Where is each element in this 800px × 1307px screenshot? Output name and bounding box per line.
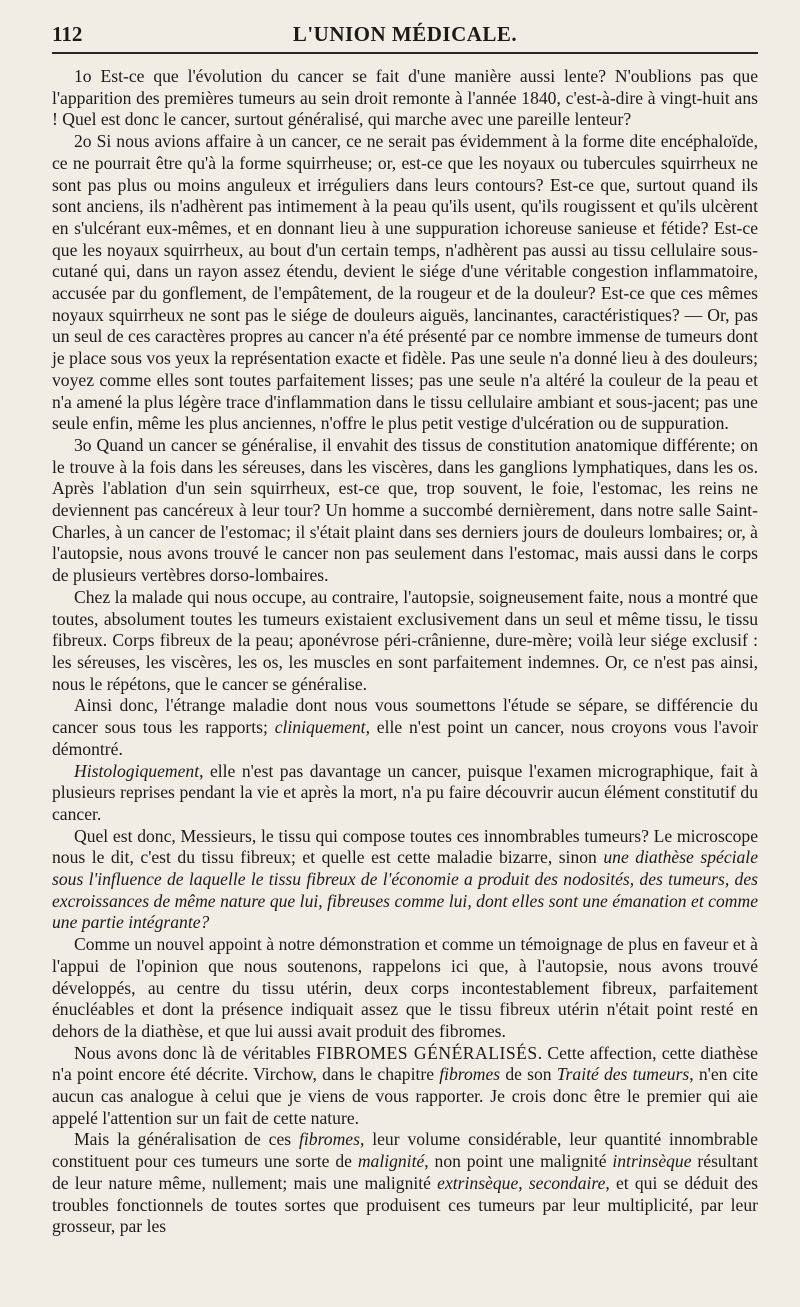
- text-run: . Cette affection, cette diathèse n'a point encore été décrite. Virchow, dans le chapitre: [52, 1042, 758, 1085]
- text-run: Nous avons donc là de véritables: [74, 1042, 317, 1063]
- text-run: Ainsi donc, l'étrange maladie dont nous vous soumettons l'étude se sépare, se différencie du cancer sous tous les rapports;: [52, 695, 758, 738]
- paragraph-8: Comme un nouvel appoint à notre démonstration et comme un témoignage de plus en faveur et à l'appui de l'opinion que nous soutenons, rappelons ici que, à l'autopsie, nous avons trouvé développés, au centre du tissu utérin, deux corps incontestablement fibreux, parfaitement énucléables et dont la présence indiquait assez que le tissu fibreux utérin n'était point resté en dehors de la diathèse, et que lui aussi avait produit des fibromes.: [52, 934, 758, 1041]
- italic-run: Histologiquement: [74, 760, 200, 781]
- paragraph-6: [52, 761, 758, 826]
- article-body: [52, 66, 758, 1238]
- italic-run: malignité: [357, 1151, 425, 1172]
- text-run: , leur volume considérable, leur quantité innombrable constituent pour ces tumeurs une sorte de: [52, 1129, 758, 1172]
- italic-run: une diathèse spéciale sous l'influence de laquelle le tissu fibreux de l'économie a produit des nodosités, des tumeurs, des excroissances de même nature que lui, fibreuses comme lui, dont elles sont une émanation et comme une partie intégrante?: [52, 847, 759, 933]
- page-number: 112: [52, 22, 83, 46]
- running-title: L'UNION MÉDICALE.: [292, 22, 518, 46]
- italic-run: cliniquement: [274, 717, 366, 738]
- text-run: , et qui se déduit des troubles fonctionnels de toutes sortes que produisent ces tumeurs par leur multiplicité, par leur grosseur, par les: [52, 1172, 759, 1237]
- paragraph-10: [52, 1129, 758, 1238]
- italic-run: fibromes: [299, 1129, 360, 1150]
- italic-run: intrinsèque: [612, 1151, 692, 1172]
- text-run: , elle n'est pas davantage un cancer, puisque l'examen micrographique, fait à plusieurs reprises pendant la vie et après la mort, n'a pu faire découvrir aucun élément constitutif du cancer.: [52, 760, 758, 824]
- paragraph-1: 1o Est-ce que l'évolution du cancer se fait d'une manière aussi lente? N'oublions pas que l'apparition des premières tumeurs au sein droit remonte à l'année 1840, c'est-à-dire à vingt-huit ans ! Quel est donc le cancer, surtout généralisé, qui marche avec une pareille lenteur?: [52, 66, 758, 130]
- text-run: , elle n'est point un cancer, nous croyons vous l'avoir démontré.: [52, 717, 758, 759]
- paragraph-5: [52, 695, 758, 760]
- text-run: , n'en cite aucun cas analogue à celui que je viens de vous rapporter. Je crois donc être le premier qui aie appelé l'attention sur un fait de cette nature.: [52, 1064, 758, 1128]
- paragraph-2: 2o Si nous avions affaire à un cancer, ce ne serait pas évidemment à la forme dite encéphaloïde, ce ne pourrait être qu'à la forme squirrheuse; or, est-ce que les noyaux ou tubercules squirrheux ne sont pas plus ou moins anguleux et irréguliers dans leurs contours? Est-ce que, surtout quand ils sont anciens, ils n'adhèrent pas intimement à la peau qu'ils usent, qu'ils rougissent et qu'ils ulcèrent en s'ulcérant eux-mêmes, et en donnant lieu à une suppuration ichoreuse sanieuse et fétide? Est-ce que les noyaux squirrheux, au bout d'un certain temps, n'adhèrent pas aussi au tissu cellulaire sous-cutané qui, dans un rayon assez étendu, devient le siége d'une véritable congestion inflammatoire, accusée par du gonflement, de l'empâtement, de la rougeur et de la douleur? Est-ce que ces mêmes noyaux squirrheux ne sont pas le siége de douleurs aiguës, lancinantes, caractéristiques? — Or, pas un seul de ces caractères propres au cancer n'a été présenté par ce nombre immense de tumeurs dont je place sous vos yeux la représentation exacte et fidèle. Pas une seule n'a donné lieu à des douleurs; voyez comme elles sont toutes parfaitement lisses; pas une seule n'a altéré la couleur de la peau et n'a amené la plus légère trace d'inflammation dans le tissu cellulaire ambiant et sous-jacent; pas une seule enfin, même les plus anciennes, n'offre le plus petit vestige d'ulcération ou de suppuration.: [52, 131, 758, 434]
- text-run: de son: [500, 1064, 557, 1085]
- text-run: Quel est donc, Messieurs, le tissu qui compose toutes ces innombrables tumeurs? Le microscope nous le dit, c'est du tissu fibreux; et quelle est cette maladie bizarre, sinon: [52, 825, 758, 868]
- paragraph-9: [52, 1043, 758, 1130]
- paragraph-3: 3o Quand un cancer se généralise, il envahit des tissus de constitution anatomique différente; on le trouve à la fois dans les séreuses, dans les viscères, dans les ganglions lymphatiques, dans les os. Après l'ablation d'un sein squirrheux, est-ce que, trop souvent, le foie, l'estomac, les reins ne deviennent pas cancéreux à leur tour? Un homme a succombé dernièrement, dans notre salle Saint-Charles, à un cancer de l'estomac; il s'était plaint dans ses derniers jours de douleurs lombaires; or, à l'autopsie, nous avons trouvé le cancer non pas seulement dans l'estomac, mais aussi dans le corps de plusieurs vertèbres dorso-lombaires.: [52, 434, 758, 586]
- italic-run: Traité des tumeurs: [556, 1064, 690, 1085]
- italic-run: extrinsèque, secondaire: [437, 1172, 606, 1193]
- header-rule: [52, 52, 758, 54]
- text-run: Mais la généralisation de ces: [74, 1129, 300, 1150]
- smallcaps-run: FIBROMES GÉNÉRALISÉS: [316, 1042, 538, 1063]
- paragraph-4: Chez la malade qui nous occupe, au contraire, l'autopsie, soigneusement faite, nous a montré que toutes, absolument toutes les tumeurs existaient exclusivement dans un seul et même tissu, le tissu fibreux. Corps fibreux de la peau; aponévrose péri-crânienne, dure-mère; voilà leur siége exclusif : les séreuses, les viscères, les os, les muscles en sont parfaitement indemnes. Or, ce n'est pas ainsi, nous le répétons, que le cancer se généralise.: [52, 586, 758, 694]
- text-run: , non point une malignité: [424, 1151, 613, 1172]
- page-header: [52, 14, 758, 48]
- paragraph-7: [52, 826, 758, 935]
- text-run: résultant de leur nature même, nullement; mais une malignité: [52, 1151, 758, 1193]
- italic-run: fibromes: [439, 1064, 501, 1085]
